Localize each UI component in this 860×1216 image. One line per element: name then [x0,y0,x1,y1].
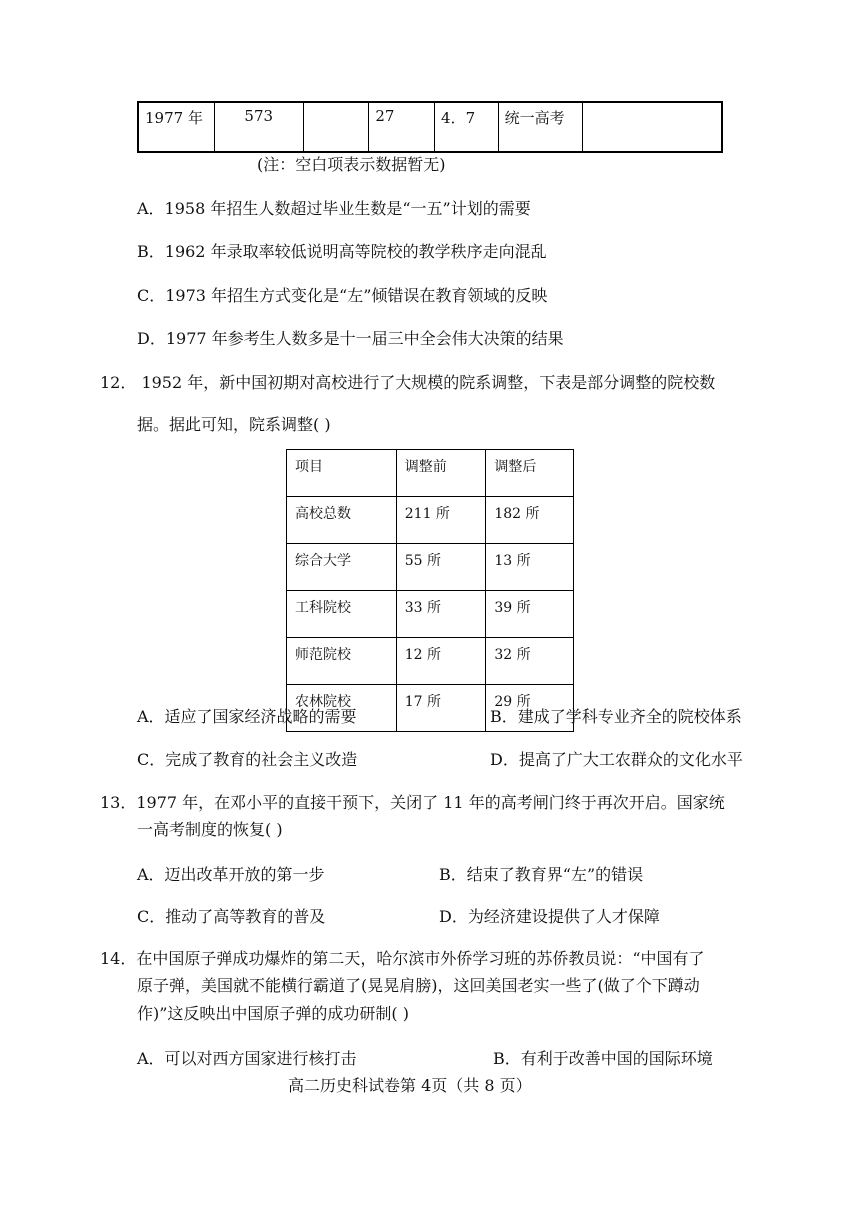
table-cell: 29 所 [486,685,574,732]
college-adjustment-table [286,449,574,732]
table-cell: 17 所 [396,685,486,732]
q11-option-d: D．1977 年参考生人数多是十一届三中全会伟大决策的结果 [137,329,564,348]
table-cell: 统一高考 [498,102,582,152]
table-cell: 32 所 [486,638,574,685]
table-cell: 573 [214,102,303,152]
q12-stem-line1: 12． 1952 年，新中国初期对高校进行了大规模的院系调整，下表是部分调整的院校数 [100,373,716,392]
q11-option-a: A．1958 年招生人数超过毕业生数是“一五”计划的需要 [137,199,531,218]
table-cell: 12 所 [396,638,486,685]
q11-option-b: B．1962 年录取率较低说明高等院校的教学秩序走向混乱 [137,242,547,261]
q14-option-b: B．有利于改善中国的国际环境 [493,1049,713,1068]
q12-option-a: A．适应了国家经济战略的需要 [137,707,357,726]
table-cell: 55 所 [396,544,486,591]
table-row [287,497,574,544]
table-cell: 工科院校 [287,591,397,638]
q14-stem-line3: 作)”这反映出中国原子弹的成功研制( ) [137,1004,409,1023]
q12-option-d: D．提高了广大工农群众的文化水平 [490,750,743,769]
q13-stem-line2: 一高考制度的恢复( ) [137,820,283,839]
table-cell [303,102,369,152]
q12-option-c: C．完成了教育的社会主义改造 [137,750,358,769]
table-cell: 13 所 [486,544,574,591]
table-cell: 211 所 [396,497,486,544]
table-row [287,591,574,638]
q13-option-c: C．推动了高等教育的普及 [137,907,326,926]
table-cell: 农林院校 [287,685,397,732]
q14-stem-line2: 原子弹，美国就不能横行霸道了(晃晃肩膀)，这回美国老实一些了(做了个下蹲动 [137,976,700,995]
table-cell: 高校总数 [287,497,397,544]
table-cell: 师范院校 [287,638,397,685]
table-cell: 182 所 [486,497,574,544]
table-cell: 1977 年 [138,102,214,152]
table-cell [582,102,722,152]
table-header-cell: 项目 [287,450,397,497]
table-cell: 27 [369,102,435,152]
table-cell: 33 所 [396,591,486,638]
q13-stem-line1: 13．1977 年，在邓小平的直接干预下，关闭了 11 年的高考闸门终于再次开启。国家统 [100,793,725,812]
q12-option-b: B．建成了学科专业齐全的院校体系 [490,707,742,726]
q13-option-a: A．迈出改革开放的第一步 [137,865,325,884]
table-row [287,638,574,685]
table-header-row [287,450,574,497]
table-row [138,102,722,152]
table-cell: 39 所 [486,591,574,638]
q14-option-a: A．可以对西方国家进行核打击 [137,1049,357,1068]
data-table-continued [137,101,723,153]
table-cell: 综合大学 [287,544,397,591]
q13-option-b: B．结束了教育界“左”的错误 [439,865,644,884]
table-header-cell: 调整后 [486,450,574,497]
q14-stem-line1: 14．在中国原子弹成功爆炸的第二天，哈尔滨市外侨学习班的苏侨教员说：“中国有了 [100,949,705,968]
table-cell: 4．7 [435,102,499,152]
q13-option-d: D．为经济建设提供了人才保障 [439,907,660,926]
q12-stem-line2: 据。据此可知，院系调整( ) [137,415,331,434]
table-row [287,544,574,591]
table-note: (注：空白项表示数据暂无) [257,155,446,174]
table-header-cell: 调整前 [396,450,486,497]
page-footer: 高二历史科试卷第 4页（共 8 页） [288,1076,532,1095]
q11-option-c: C．1973 年招生方式变化是“左”倾错误在教育领域的反映 [137,286,548,305]
